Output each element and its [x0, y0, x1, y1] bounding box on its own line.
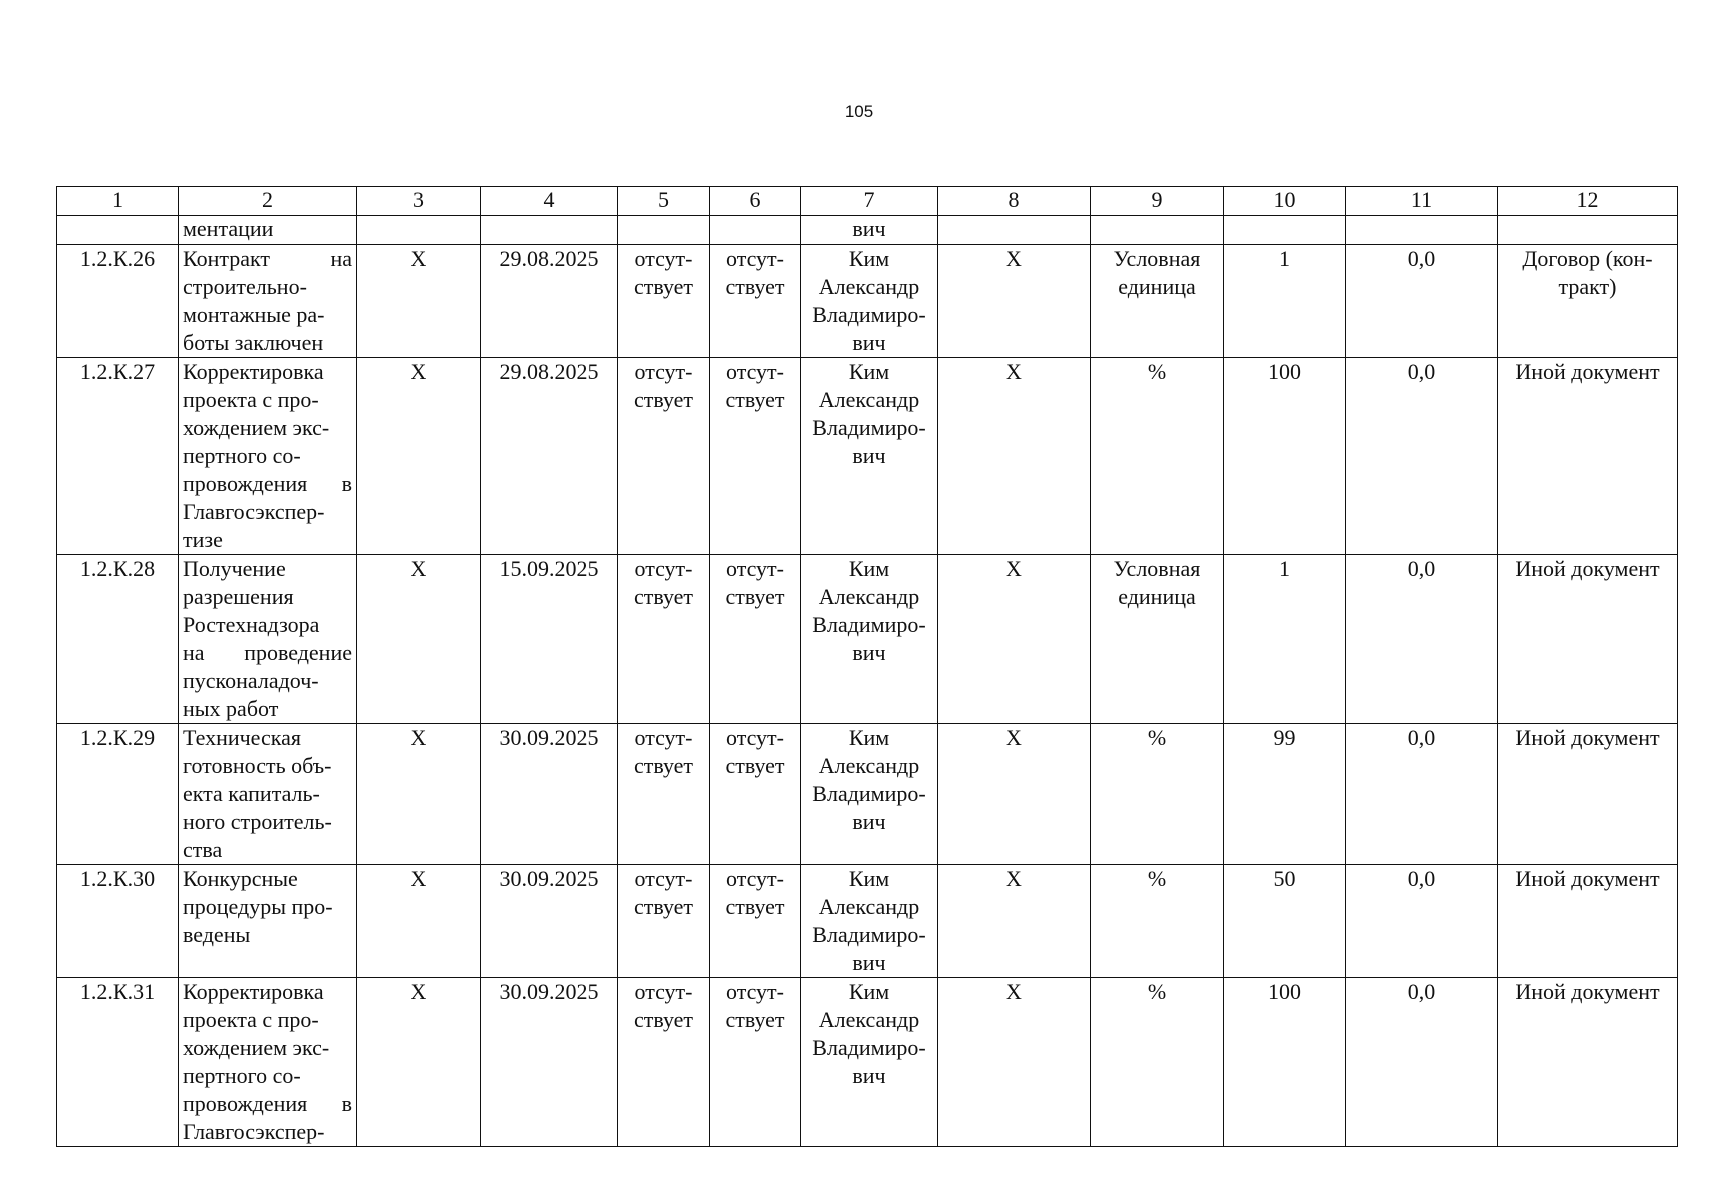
column-number-header-row	[57, 187, 1678, 216]
cell-col8: X	[938, 865, 1091, 978]
cell-col11: 0,0	[1346, 865, 1498, 978]
cell-document: Иной документ	[1498, 358, 1678, 555]
cell	[1346, 216, 1498, 245]
cell-unit: Условная единица	[1091, 245, 1224, 358]
table-row	[57, 978, 1678, 1147]
cell-code: 1.2.К.26	[57, 245, 179, 358]
column-number: 1	[57, 187, 179, 216]
column-number: 5	[618, 187, 710, 216]
cell-col6: отсут- ствует	[710, 555, 801, 724]
cell-document: Иной документ	[1498, 724, 1678, 865]
cell	[618, 216, 710, 245]
cell-name: Конкурсные процедуры про- ведены	[179, 865, 357, 978]
cell-col3: X	[357, 358, 481, 555]
cell-name: Корректировка проекта с про- хождением экс- пертного со- провождения в Главгосэкспер-	[179, 978, 357, 1147]
cell-name: Техническая готовность объ- екта капиталь- ного строитель- ства	[179, 724, 357, 865]
column-number: 2	[179, 187, 357, 216]
cell-col11: 0,0	[1346, 358, 1498, 555]
cell-responsible: Ким Александр Владимиро- вич	[801, 865, 938, 978]
cell-document: Иной документ	[1498, 978, 1678, 1147]
column-number: 7	[801, 187, 938, 216]
cell-date: 30.09.2025	[481, 865, 618, 978]
cell	[1224, 216, 1346, 245]
cell-col8: X	[938, 358, 1091, 555]
cell-col8: X	[938, 978, 1091, 1147]
cell-value: 1	[1224, 555, 1346, 724]
control-points-table	[56, 186, 1678, 1147]
cell	[481, 216, 618, 245]
column-number: 8	[938, 187, 1091, 216]
column-number: 12	[1498, 187, 1678, 216]
cell-col8: X	[938, 555, 1091, 724]
cell	[938, 216, 1091, 245]
table-row	[57, 358, 1678, 555]
cell-col3: X	[357, 865, 481, 978]
table-row	[57, 724, 1678, 865]
cell-col6: отсут- ствует	[710, 358, 801, 555]
cell-date: 29.08.2025	[481, 245, 618, 358]
cell-responsible: Ким Александр Владимиро- вич	[801, 724, 938, 865]
cell-code: 1.2.К.29	[57, 724, 179, 865]
cell-value: 99	[1224, 724, 1346, 865]
cell-col5: отсут- ствует	[618, 555, 710, 724]
cell-unit: %	[1091, 358, 1224, 555]
cell-col8: X	[938, 245, 1091, 358]
cell-col3: X	[357, 724, 481, 865]
cell-code: 1.2.К.27	[57, 358, 179, 555]
column-number: 9	[1091, 187, 1224, 216]
cell-responsible: Ким Александр Владимиро- вич	[801, 978, 938, 1147]
cell-name: Получение разрешения Ростехнадзора на проведение пусконаладоч- ных работ	[179, 555, 357, 724]
cell-col3: X	[357, 245, 481, 358]
table-row	[57, 865, 1678, 978]
cell-col11: 0,0	[1346, 978, 1498, 1147]
cell	[710, 216, 801, 245]
cell-unit: %	[1091, 978, 1224, 1147]
cell-col5: отсут- ствует	[618, 978, 710, 1147]
cell-value: 1	[1224, 245, 1346, 358]
cell	[1091, 216, 1224, 245]
cell-col5: отсут- ствует	[618, 245, 710, 358]
cell-date: 29.08.2025	[481, 358, 618, 555]
column-number: 4	[481, 187, 618, 216]
continuation-row	[57, 216, 1678, 245]
cell	[1498, 216, 1678, 245]
cell-code: 1.2.К.28	[57, 555, 179, 724]
cell-document: Иной документ	[1498, 865, 1678, 978]
cell-col6: отсут- ствует	[710, 724, 801, 865]
cell-name: Контракт на строительно- монтажные ра- боты заключен	[179, 245, 357, 358]
cell-date: 15.09.2025	[481, 555, 618, 724]
cell-responsible: вич	[801, 216, 938, 245]
cell-document: Договор (кон- тракт)	[1498, 245, 1678, 358]
column-number: 6	[710, 187, 801, 216]
cell-document: Иной документ	[1498, 555, 1678, 724]
column-number: 10	[1224, 187, 1346, 216]
cell-col11: 0,0	[1346, 555, 1498, 724]
cell-unit: %	[1091, 865, 1224, 978]
cell-responsible: Ким Александр Владимиро- вич	[801, 358, 938, 555]
cell-date: 30.09.2025	[481, 978, 618, 1147]
cell-col6: отсут- ствует	[710, 865, 801, 978]
cell-col5: отсут- ствует	[618, 724, 710, 865]
cell-code: 1.2.К.30	[57, 865, 179, 978]
cell-date: 30.09.2025	[481, 724, 618, 865]
cell-code: 1.2.К.31	[57, 978, 179, 1147]
cell-col11: 0,0	[1346, 245, 1498, 358]
cell-col3: X	[357, 555, 481, 724]
cell-col5: отсут- ствует	[618, 865, 710, 978]
table-row	[57, 555, 1678, 724]
column-number: 11	[1346, 187, 1498, 216]
cell-col6: отсут- ствует	[710, 245, 801, 358]
cell-col8: X	[938, 724, 1091, 865]
cell-unit: %	[1091, 724, 1224, 865]
cell-unit: Условная единица	[1091, 555, 1224, 724]
cell-col6: отсут- ствует	[710, 978, 801, 1147]
cell-value: 100	[1224, 358, 1346, 555]
table-row	[57, 245, 1678, 358]
cell-value: 100	[1224, 978, 1346, 1147]
cell-responsible: Ким Александр Владимиро- вич	[801, 245, 938, 358]
column-number: 3	[357, 187, 481, 216]
cell-responsible: Ким Александр Владимиро- вич	[801, 555, 938, 724]
cell-name: Корректировка проекта с про- хождением экс- пертного со- провождения в Главгосэкспер- тизе	[179, 358, 357, 555]
cell-col11: 0,0	[1346, 724, 1498, 865]
cell-col5: отсут- ствует	[618, 358, 710, 555]
cell	[357, 216, 481, 245]
cell-col3: X	[357, 978, 481, 1147]
cell-name: ментации	[179, 216, 357, 245]
page-number: 105	[844, 102, 874, 121]
cell-value: 50	[1224, 865, 1346, 978]
cell	[57, 216, 179, 245]
